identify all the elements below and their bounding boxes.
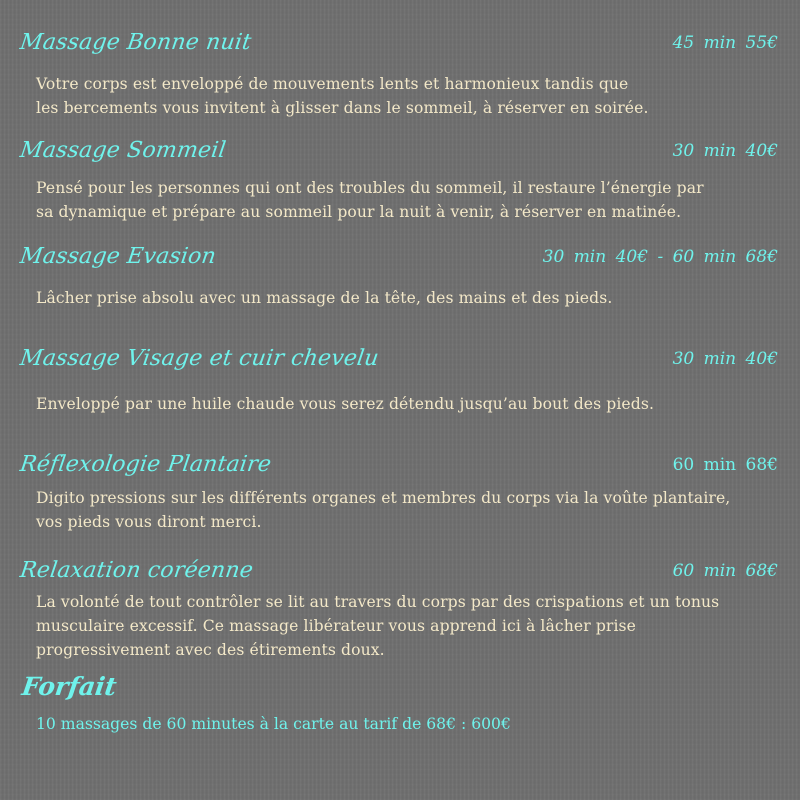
entry-title: Réflexologie Plantaire: [18, 452, 273, 477]
entry-title: Massage Evasion: [18, 244, 218, 269]
entry-description: [36, 286, 776, 310]
description-line: Enveloppé par une huile chaude vous serez détendu jusqu’au bout des pieds.: [36, 395, 654, 413]
entry-price: 30 min 40€: [672, 349, 778, 369]
entry-price: 30 min 40€ - 60 min 68€: [542, 247, 778, 267]
description-line: sa dynamique et prépare au sommeil pour la nuit à venir, à réserver en matinée.: [36, 203, 682, 221]
entry-price: 60 min 68€: [672, 455, 778, 475]
entry-header: [18, 556, 778, 590]
entry-price: 30 min 40€: [672, 141, 778, 161]
description-line: Votre corps est enveloppé de mouvements lents et harmonieux tandis que: [36, 75, 629, 93]
entry-description: [36, 486, 776, 534]
entry-price: 60 min 68€: [672, 561, 778, 581]
entry-header: [18, 344, 778, 378]
entry-header: [18, 450, 778, 484]
description-line: les bercements vous invitent à glisser dans le sommeil, à réserver en soirée.: [36, 99, 649, 117]
entry-header: [18, 28, 778, 62]
entry-description: [36, 72, 776, 120]
description-line: Digito pressions sur les différents organes et membres du corps via la voûte plantaire,: [36, 489, 731, 507]
entry-description: [36, 590, 776, 662]
entry-header: [18, 242, 778, 276]
entry-title: Relaxation coréenne: [18, 558, 255, 583]
description-line: Lâcher prise absolu avec un massage de la tête, des mains et des pieds.: [36, 289, 613, 307]
forfait-title: Forfait: [20, 672, 119, 701]
description-line: La volonté de tout contrôler se lit au travers du corps par des crispations et un tonus: [36, 593, 720, 611]
entry-title: Massage Sommeil: [18, 138, 228, 163]
description-line: Pensé pour les personnes qui ont des troubles du sommeil, il restaure l’énergie par: [36, 179, 704, 197]
forfait-description: 10 massages de 60 minutes à la carte au tarif de 68€ : 600€: [36, 715, 511, 733]
description-line: progressivement avec des étirements doux.: [36, 641, 385, 659]
entry-price: 45 min 55€: [672, 33, 778, 53]
entry-description: [36, 392, 776, 416]
entry-title: Massage Visage et cuir chevelu: [18, 346, 381, 371]
entry-title: Massage Bonne nuit: [18, 30, 253, 55]
entry-header: [18, 136, 778, 170]
description-line: musculaire excessif. Ce massage libérateur vous apprend ici à lâcher prise: [36, 617, 636, 635]
description-line: vos pieds vous diront merci.: [36, 513, 262, 531]
entry-description: [36, 176, 776, 224]
